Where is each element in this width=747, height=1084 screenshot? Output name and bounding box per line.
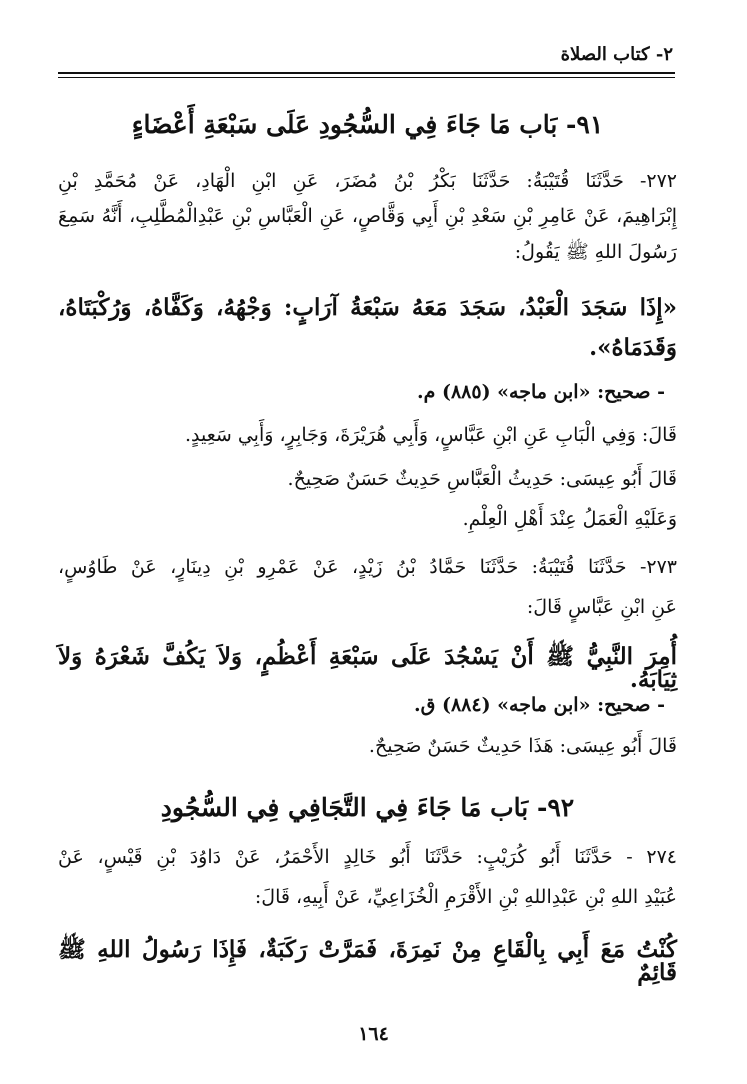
isnad-line: ٢٧٤ - حَدَّثَنَا أَبُو كُرَيْبٍ: حَدَّثَنَا أَبُو خَالِدٍ الأَحْمَرُ، عَنْ دَاوُدَ بْنِ قَيْسٍ، عَنْ <box>58 846 677 868</box>
isnad-line: عُبَيْدِ اللهِ بْنِ عَبْدِاللهِ بْنِ الأَقْرَمِ الْخُزَاعِيِّ، عَنْ أَبِيهِ، قَالَ: <box>254 886 677 908</box>
grading-line: - صحيح: «ابن ماجه» (٨٨٤) ق. <box>413 694 665 716</box>
hadith-text: أُمِرَ النَّبِيُّ ﷺ أَنْ يَسْجُدَ عَلَى سَبْعَةِ أَعْظُمٍ، وَلاَ يَكُفَّ شَعْرَهُ وَلاَ ثِيَابَهُ. <box>58 643 677 693</box>
note-line: قَالَ أَبُو عِيسَى: هَذَا حَدِيثٌ حَسَنٌ صَحِيحٌ. <box>368 735 677 757</box>
note-line: وَعَلَيْهِ الْعَمَلُ عِنْدَ أَهْلِ الْعِلْمِ. <box>462 508 677 530</box>
chapter-title-91: ٩١- بَاب مَا جَاءَ فِي السُّجُودِ عَلَى سَبْعَةِ أَعْضَاءٍ <box>131 110 604 139</box>
isnad-line: ٢٧٢- حَدَّثَنَا قُتَيْبَةُ: حَدَّثَنَا بَكْرُ بْنُ مُضَرَ، عَنِ ابْنِ الْهَادِ، عَنْ مُحَمَّدِ بْنِ <box>58 170 677 192</box>
isnad-line: إِبْرَاهِيمَ، عَنْ عَامِرِ بْنِ سَعْدِ بْنِ أَبِي وَقَّاصٍ، عَنِ الْعَبَّاسِ بْنِ عَبْدِالْمُطَّلِبِ، أَنَّهُ سَمِعَ <box>58 205 677 227</box>
page-number: ١٦٤ <box>358 1023 389 1045</box>
hadith-text: «إِذَا سَجَدَ الْعَبْدُ، سَجَدَ مَعَهُ سَبْعَةُ آرَابٍ: وَجْهُهُ، وَكَفَّاهُ، وَرُكْبَتَاهُ، <box>58 294 677 321</box>
header-rule-thick <box>58 72 675 74</box>
hadith-text: وَقَدَمَاهُ». <box>589 334 677 361</box>
chapter-title-92: ٩٢- بَاب مَا جَاءَ فِي التَّجَافِي فِي السُّجُودِ <box>160 793 575 822</box>
note-line: قَالَ أَبُو عِيسَى: حَدِيثُ الْعَبَّاسِ حَدِيثٌ حَسَنٌ صَحِيحٌ. <box>287 468 677 490</box>
grading-line: - صحيح: «ابن ماجه» (٨٨٥) م. <box>416 381 665 403</box>
hadith-text: كُنْتُ مَعَ أَبِي بِالْقَاعِ مِنْ نَمِرَةَ، فَمَرَّتْ رَكَبَةٌ، فَإِذَا رَسُولُ اللهِ ﷺ قَائِمٌ <box>58 936 677 986</box>
isnad-line: ٢٧٣- حَدَّثَنَا قُتَيْبَةُ: حَدَّثَنَا حَمَّادُ بْنُ زَيْدٍ، عَنْ عَمْرِو بْنِ دِينَارٍ، عَنْ طَاوُسٍ، <box>58 556 677 578</box>
chapter-header: ٢- كتاب الصلاة <box>560 44 673 65</box>
isnad-line: عَنِ ابْنِ عَبَّاسٍ قَالَ: <box>526 596 677 618</box>
isnad-line: رَسُولَ اللهِ ﷺ يَقُولُ: <box>514 241 677 263</box>
header-rule-thin <box>58 77 675 78</box>
note-line: قَالَ: وَفِي الْبَابِ عَنِ ابْنِ عَبَّاسٍ، وَأَبِي هُرَيْرَةَ، وَجَابِرٍ، وَأَبِي سَعِيدٍ. <box>184 424 677 446</box>
